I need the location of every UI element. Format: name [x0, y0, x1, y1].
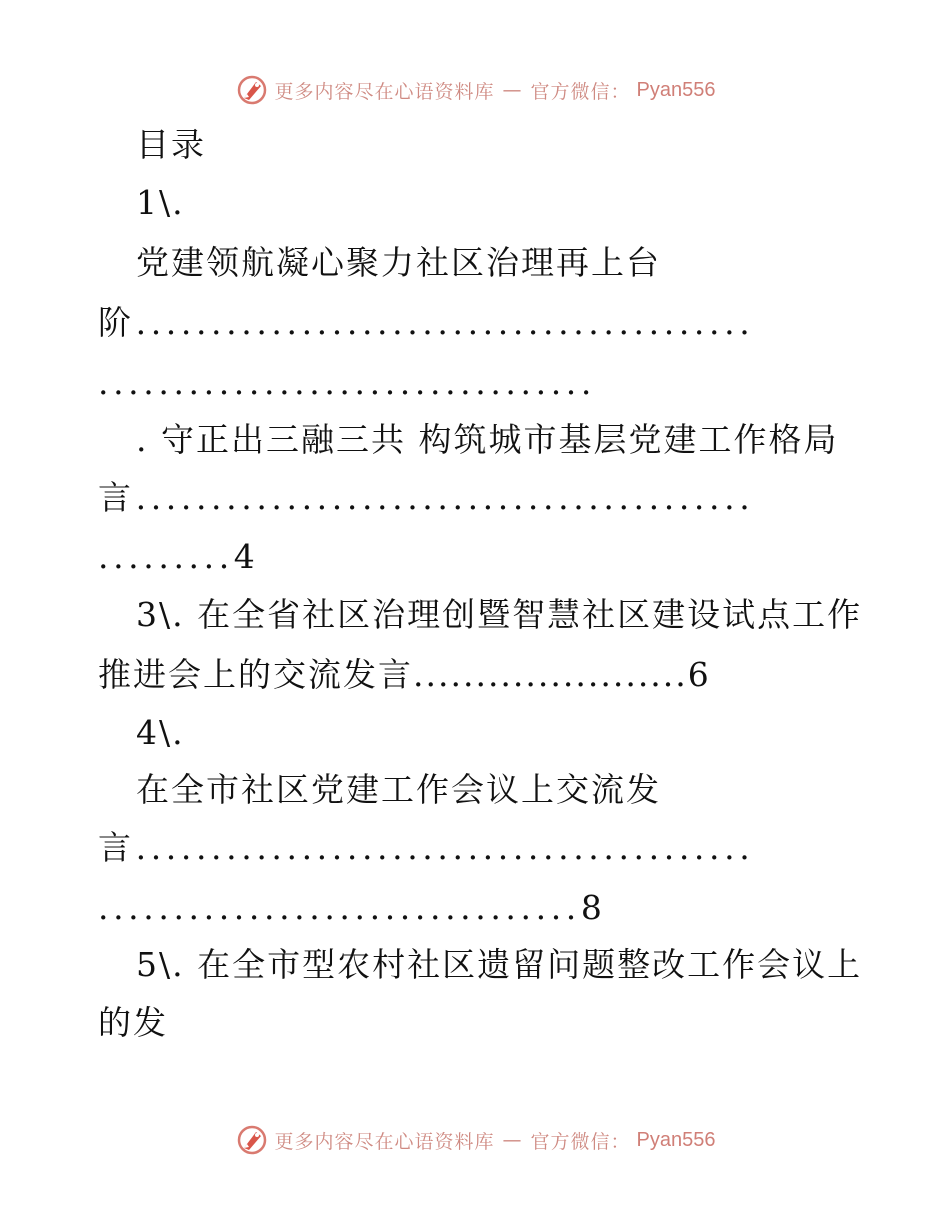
toc-line: 在全市社区党建工作会议上交流发 — [136, 770, 661, 809]
pen-nib-logo-icon — [235, 1123, 269, 1157]
watermark-separator: — — [502, 1129, 523, 1151]
toc-line: 1\. — [136, 183, 185, 222]
watermark-text: 更多内容尽在心语资料库 — [274, 80, 495, 103]
toc-line: . 守正出三融三共 构筑城市基层党建工作格局 — [136, 420, 839, 459]
toc-title: 目录 — [136, 125, 206, 164]
toc-line: 推进会上的交流发言......................6 — [98, 655, 711, 694]
toc-line: 言......................................... — [98, 478, 755, 517]
toc-line: .........4 — [98, 537, 260, 576]
watermark-account: Pyan556 — [636, 78, 716, 101]
watermark-official-label: 官方微信： — [530, 1130, 631, 1153]
watermark-text: 更多内容尽在心语资料库 — [274, 1130, 495, 1153]
toc-line: 言......................................... — [98, 828, 755, 867]
toc-line: ................................. — [98, 363, 596, 402]
toc-line: 4\. — [136, 713, 185, 752]
footer-watermark — [0, 1120, 950, 1160]
toc-line: 党建领航凝心聚力社区治理再上台 — [136, 243, 661, 282]
watermark-separator: — — [502, 79, 523, 101]
toc-line: 的发 — [98, 1003, 168, 1042]
toc-line: 3\. 在全省社区治理创暨智慧社区建设试点工作 — [136, 595, 863, 634]
watermark-official-label: 官方微信： — [530, 80, 631, 103]
watermark-account: Pyan556 — [636, 1128, 716, 1151]
toc-line: ................................8 — [98, 888, 607, 927]
toc-line: 阶......................................... — [98, 303, 755, 342]
toc-line: 5\. 在全市型农村社区遗留问题整改工作会议上 — [136, 945, 863, 984]
